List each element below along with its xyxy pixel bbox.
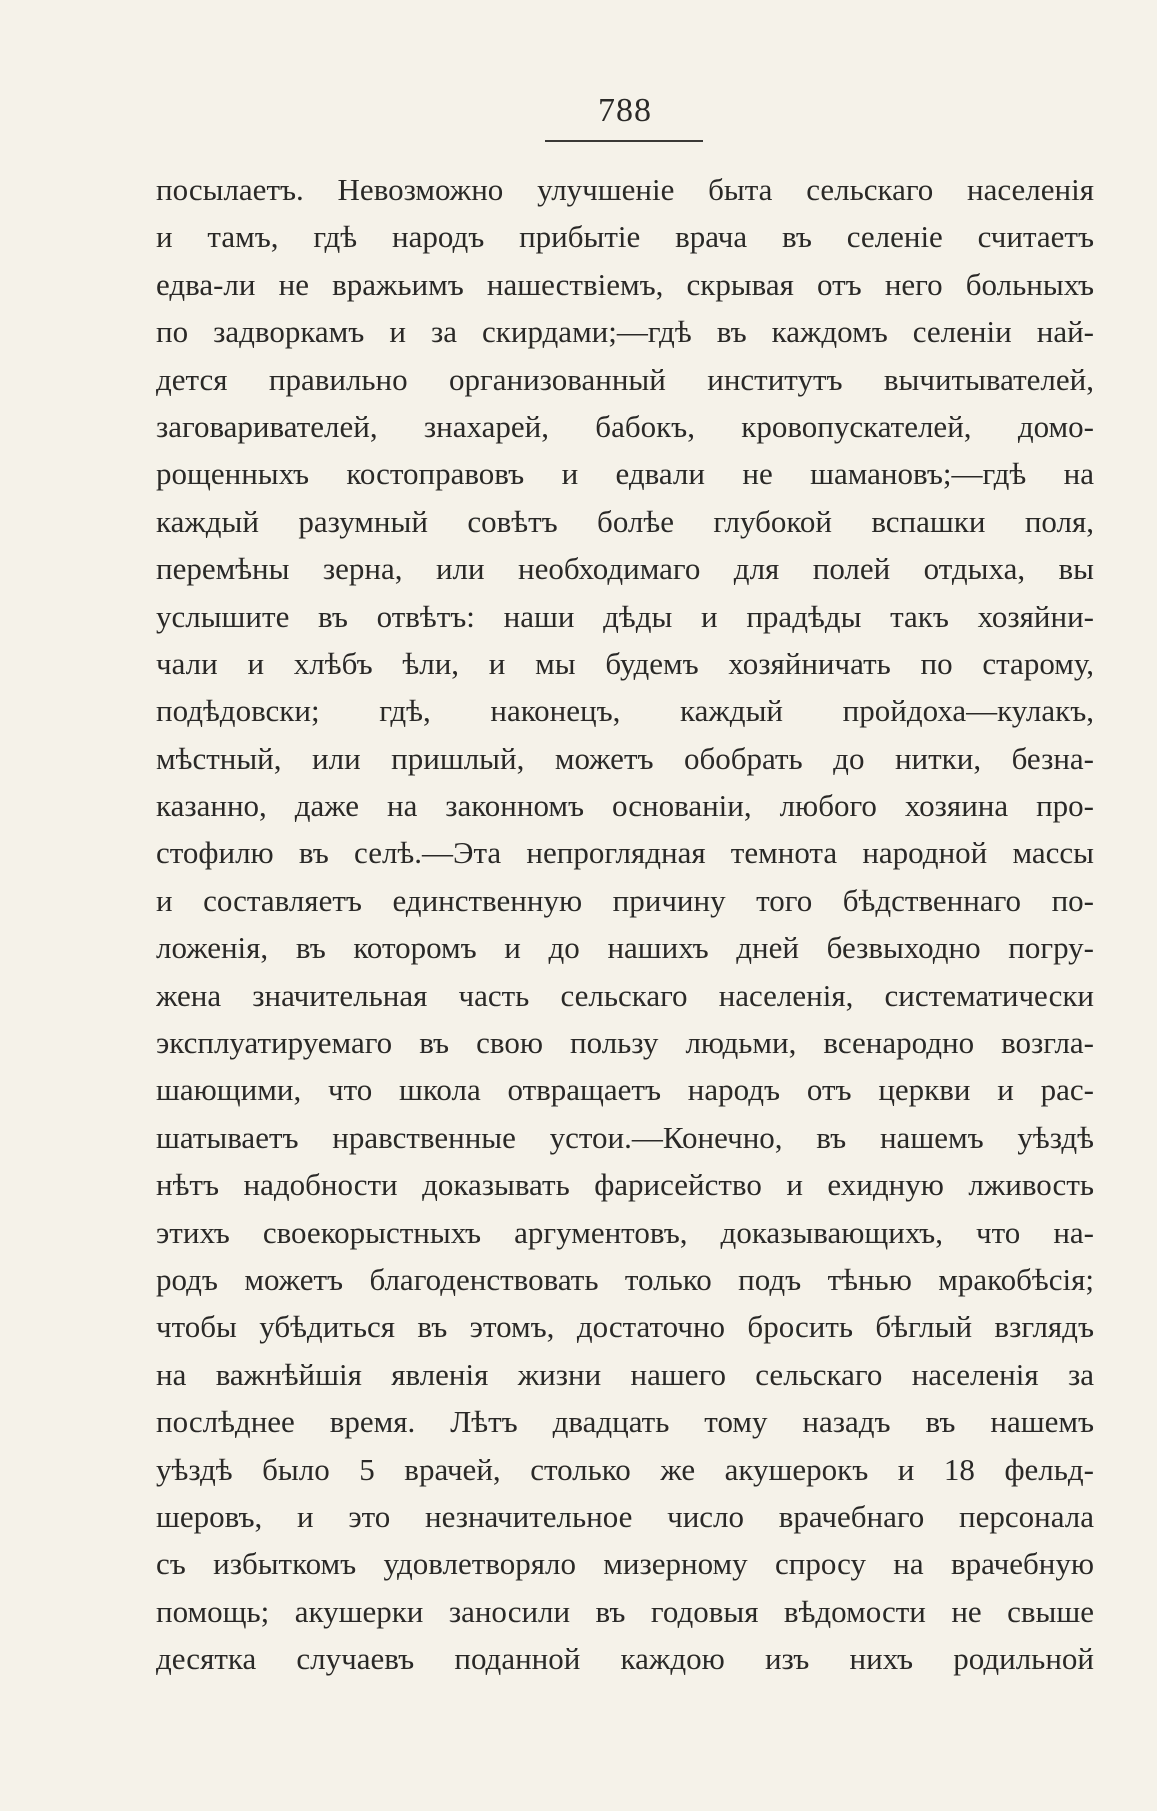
text-line: жена значительная часть сельскаго населенія, систематически: [156, 977, 1094, 1013]
text-line: перемѣны зерна, или необходимаго для полей отдыха, вы: [156, 551, 1094, 587]
text-line: шатываетъ нравственные устои.—Конечно, въ нашемъ уѣздѣ: [156, 1119, 1094, 1155]
text-line: по задворкамъ и за скирдами;—гдѣ въ каждомъ селеніи най-: [156, 314, 1094, 350]
text-line: рощенныхъ костоправовъ и едвали не шамановъ;—гдѣ на: [156, 456, 1094, 492]
body-text: [156, 166, 1094, 1683]
text-line: на важнѣйшія явленія жизни нашего сельскаго населенія за: [156, 1356, 1094, 1392]
text-line: уѣздѣ было 5 врачей, столько же акушерокъ и 18 фельд-: [156, 1451, 1094, 1487]
text-line: нѣтъ надобности доказывать фарисейство и ехидную лживость: [156, 1167, 1094, 1203]
header-rule: [545, 140, 703, 142]
text-line: эксплуатируемаго въ свою пользу людьми, всенародно возгла-: [156, 1025, 1094, 1061]
text-line: послѣднее время. Лѣтъ двадцать тому назадъ въ нашемъ: [156, 1404, 1094, 1440]
text-line: помощь; акушерки заносили въ годовыя вѣдомости не свыше: [156, 1593, 1094, 1629]
text-line: и составляетъ единственную причину того бѣдственнаго по-: [156, 882, 1094, 918]
text-line: шающими, что школа отвращаетъ народъ отъ церкви и рас-: [156, 1072, 1094, 1108]
text-line: стофилю въ селѣ.—Эта непроглядная темнота народной массы: [156, 835, 1094, 871]
page-number: 788: [598, 92, 652, 129]
text-line: этихъ своекорыстныхъ аргументовъ, доказывающихъ, что на-: [156, 1214, 1094, 1250]
text-line: шеровъ, и это незначительное число врачебнаго персонала: [156, 1498, 1094, 1534]
text-line: казанно, даже на законномъ основаніи, любого хозяина про-: [156, 788, 1094, 824]
text-line: мѣстный, или пришлый, можетъ обобрать до нитки, безна-: [156, 740, 1094, 776]
text-line: съ избыткомъ удовлетворяло мизерному спросу на врачебную: [156, 1546, 1094, 1582]
text-line: чтобы убѣдиться въ этомъ, достаточно бросить бѣглый взглядъ: [156, 1309, 1094, 1345]
text-line: чали и хлѣбъ ѣли, и мы будемъ хозяйничать по старому,: [156, 645, 1094, 681]
text-line: дется правильно организованный институтъ вычитывателей,: [156, 361, 1094, 397]
text-line: и тамъ, гдѣ народъ прибытіе врача въ селеніе считаетъ: [156, 219, 1094, 255]
text-line: родъ можетъ благоденствовать только подъ тѣнью мракобѣсія;: [156, 1261, 1094, 1297]
text-line: подѣдовски; гдѣ, наконецъ, каждый пройдоха—кулакъ,: [156, 693, 1094, 729]
text-line: ложенія, въ которомъ и до нашихъ дней безвыходно погру-: [156, 930, 1094, 966]
text-line: заговаривателей, знахарей, бабокъ, кровопускателей, домо-: [156, 408, 1094, 444]
text-line: услышите въ отвѣтъ: наши дѣды и прадѣды такъ хозяйни-: [156, 598, 1094, 634]
text-line: едва-ли не вражьимъ нашествіемъ, скрывая отъ него больныхъ: [156, 266, 1094, 302]
text-line: десятка случаевъ поданной каждою изъ нихъ родильной: [156, 1641, 1094, 1677]
text-line: посылаетъ. Невозможно улучшеніе быта сельскаго населенія: [156, 172, 1094, 207]
text-line: каждый разумный совѣтъ болѣе глубокой вспашки поля,: [156, 503, 1094, 539]
